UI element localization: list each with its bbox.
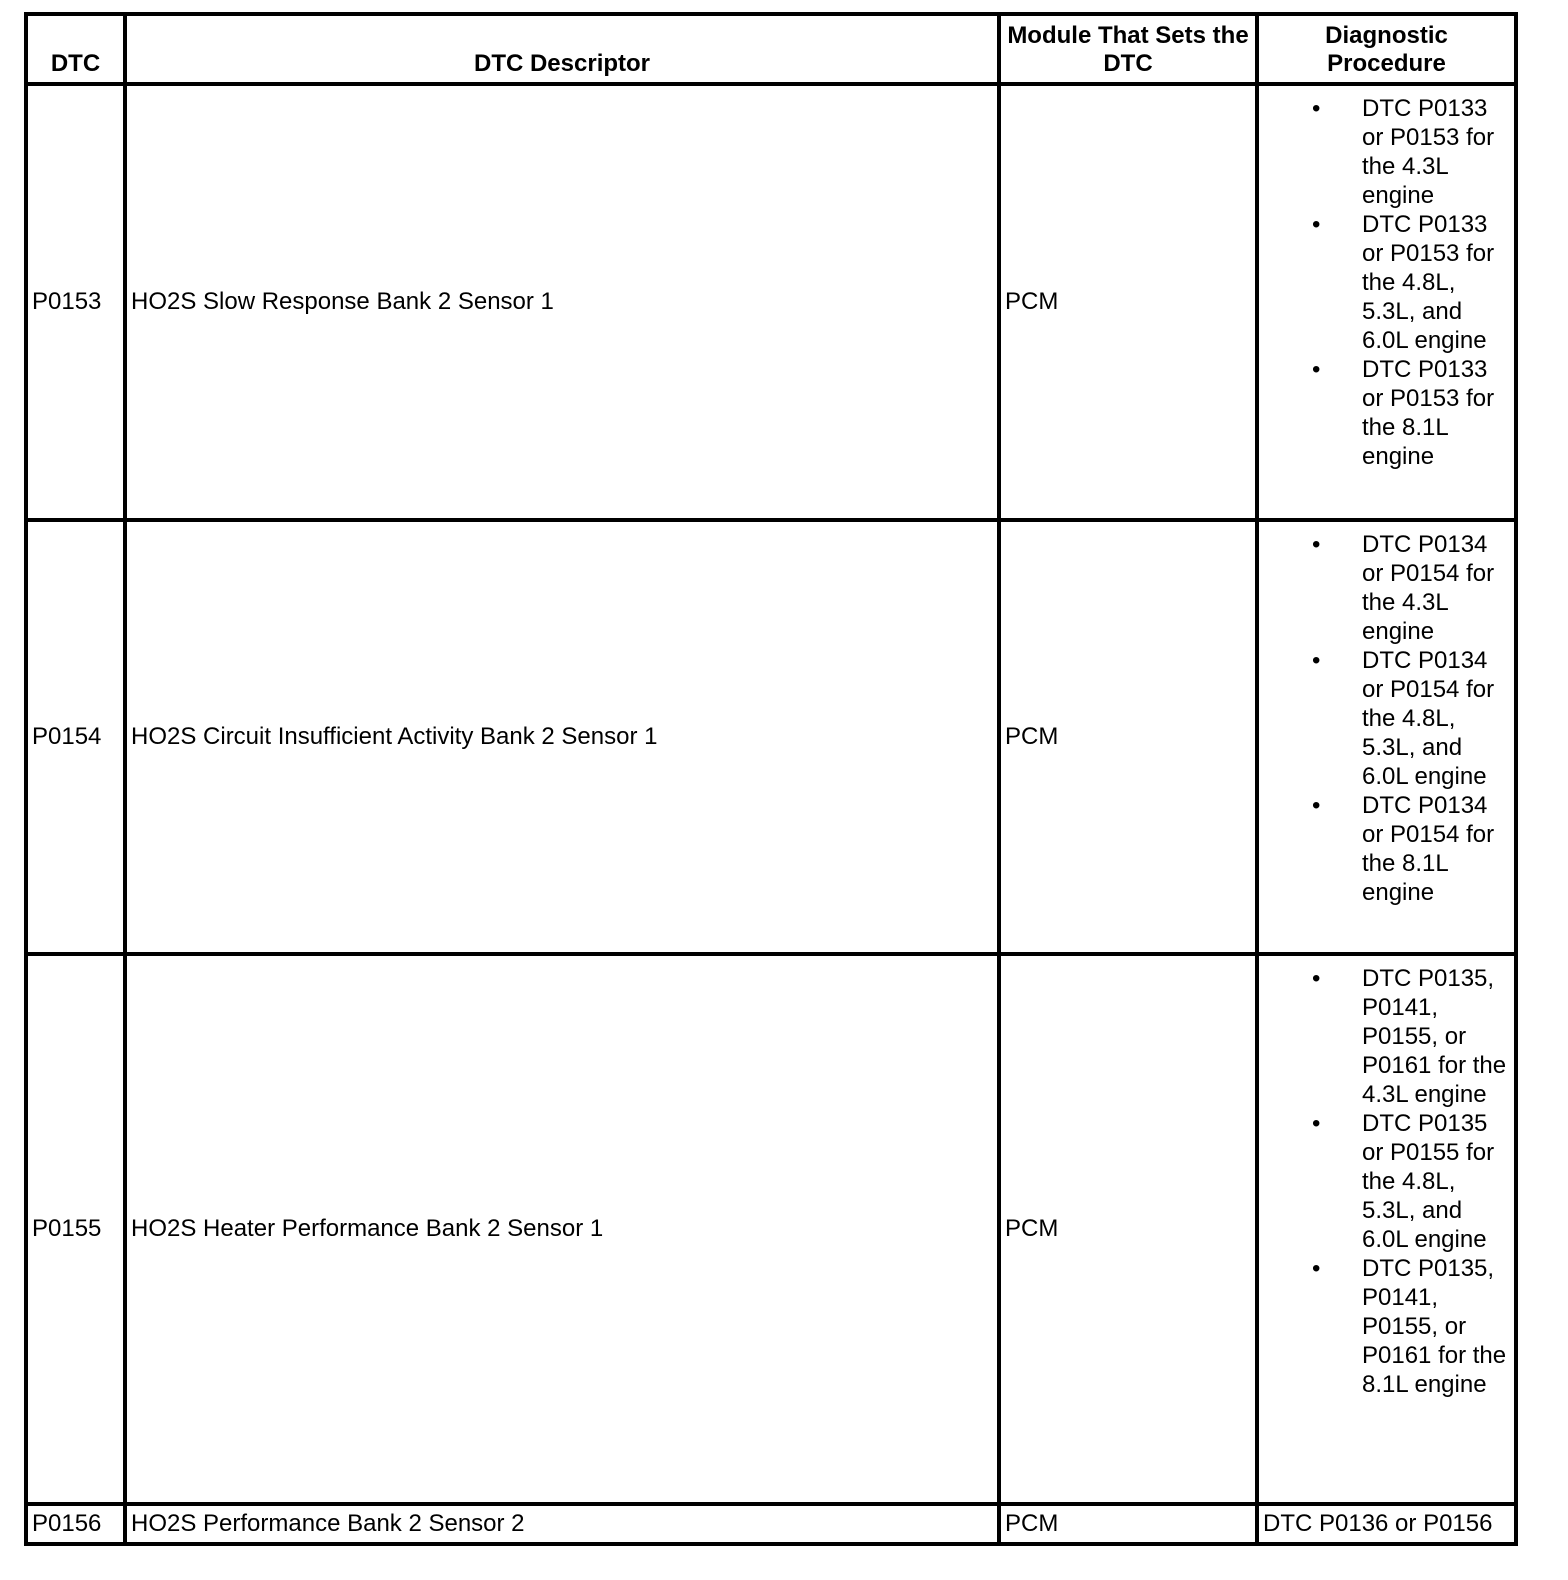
header-dtc: DTC	[26, 14, 125, 84]
bullet-icon: •	[1312, 95, 1321, 122]
procedure-link[interactable]: • DTC P0134 or P0154 for the 4.3L engine	[1312, 531, 1495, 645]
procedure-link[interactable]: • DTC P0134 or P0154 for the 4.8L, 5.3L, and 6.0L engine	[1312, 647, 1495, 790]
procedure-link[interactable]: • DTC P0135 or P0155 for the 4.8L, 5.3L, and 6.0L engine	[1312, 1110, 1495, 1253]
dtc-code: P0156	[26, 1504, 125, 1544]
bullet-icon: •	[1312, 1255, 1321, 1282]
procedure-link[interactable]: • DTC P0134 or P0154 for the 8.1L engine	[1312, 792, 1495, 906]
module: PCM	[999, 520, 1257, 954]
dtc-code: P0155	[26, 954, 125, 1504]
bullet-icon: •	[1312, 531, 1321, 558]
procedure-link[interactable]: • DTC P0135, P0141, P0155, or P0161 for the 8.1L engine	[1312, 1255, 1507, 1398]
module: PCM	[999, 954, 1257, 1504]
procedure-link[interactable]: • DTC P0133 or P0153 for the 4.8L, 5.3L, and 6.0L engine	[1312, 211, 1495, 354]
header-row	[26, 14, 1516, 84]
procedure-link[interactable]: • DTC P0135, P0141, P0155, or P0161 for the 4.3L engine	[1312, 965, 1507, 1108]
dtc-code: P0154	[26, 520, 125, 954]
procedure-link[interactable]: DTC P0136 or P0156	[1257, 1504, 1516, 1544]
table-row	[26, 954, 1516, 1504]
module: PCM	[999, 84, 1257, 520]
procedure-cell	[1257, 954, 1516, 1504]
procedure-cell	[1257, 84, 1516, 520]
header-descriptor: DTC Descriptor	[125, 14, 999, 84]
dtc-descriptor: HO2S Circuit Insufficient Activity Bank 2 Sensor 1	[125, 520, 999, 954]
table-row	[26, 1504, 1516, 1544]
header-procedure: Diagnostic Procedure	[1257, 14, 1516, 84]
procedure-cell	[1257, 520, 1516, 954]
bullet-icon: •	[1312, 965, 1321, 992]
bullet-icon: •	[1312, 792, 1321, 819]
dtc-descriptor: HO2S Slow Response Bank 2 Sensor 1	[125, 84, 999, 520]
bullet-icon: •	[1312, 356, 1321, 383]
header-module: Module That Sets the DTC	[999, 14, 1257, 84]
procedure-link[interactable]: • DTC P0133 or P0153 for the 8.1L engine	[1312, 356, 1495, 470]
dtc-descriptor: HO2S Heater Performance Bank 2 Sensor 1	[125, 954, 999, 1504]
bullet-icon: •	[1312, 1110, 1321, 1137]
table-row	[26, 520, 1516, 954]
bullet-icon: •	[1312, 647, 1321, 674]
dtc-table	[24, 12, 1518, 1546]
bullet-icon: •	[1312, 211, 1321, 238]
module: PCM	[999, 1504, 1257, 1544]
dtc-code: P0153	[26, 84, 125, 520]
table-row	[26, 84, 1516, 520]
procedure-link[interactable]: • DTC P0133 or P0153 for the 4.3L engine	[1312, 95, 1495, 209]
dtc-descriptor: HO2S Performance Bank 2 Sensor 2	[125, 1504, 999, 1544]
